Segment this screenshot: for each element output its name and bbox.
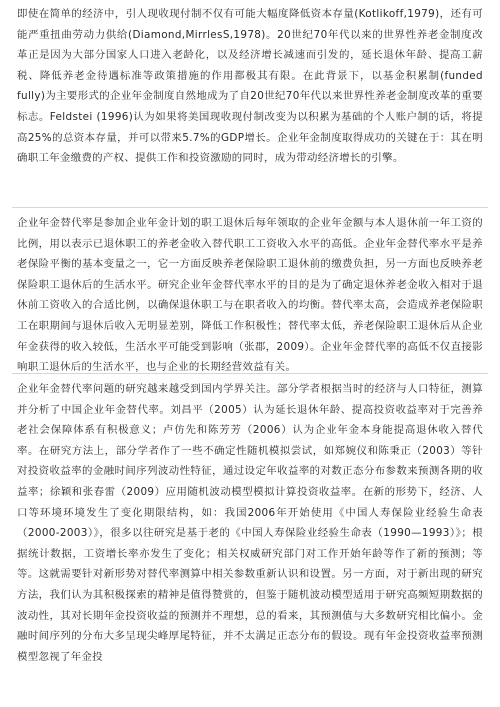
paragraph-2: 企业年金替代率是参加企业年金计划的职工退休后每年领取的企业年金额与本人退休前一年工资的比例，用以表示已退休职工的养老金收入替代职工工资收入水平的高低。企业年金替代率水平是养老保险平衡的基本变量之一，它一方面反映养老保险职工退休前的缴费负担，另一方面也反映养老保险职工退休后的生活水平。研究企业年金替代率水平的目的是为了确定退休养老金收入相对于退休前工资收入的合适比例，以确保退休职工与在职者收入的均衡。替代率太高，会造成养老保险职工在职期间与退休后收入无明显差别，降低工作积极性；替代率太低，养老保险职工退休后从企业年金获得的收入较低，生活水平可能受到影响（张郡，2009）。企业年金替代率的高低不仅直接影响职工退休后的生活水平，也与企业的长期经营效益有关。 — [17, 217, 483, 374]
paragraph-divider — [12, 373, 488, 374]
paragraph-divider — [12, 207, 488, 208]
paragraph-3: 企业年金替代率问题的研究越来越受到国内学界关注。部分学者根据当时的经济与人口特征，测算并分析了中国企业年金替代率。刘昌平（2005）认为延长退休年龄、提高投资收益率对于完善养老社会保障体系有积极意义；卢仿先和陈芳芳（2006）认为企业年金本身能提高退休收入替代率。在研究方法上，部分学者作了一些不确定性随机模拟尝试，如郑婉仪和陈秉正（2003）等针对投资收益率的金融时间序列波动性特征，通过设定年收益率的对数正态分布参数来预测各期的收益率；徐颖和张春雷（2009）应用随机波动模型模拟计算投资收益率。在新的形势下，经济、人口等环境环境发生了变化期限结构，如：我国2006年开始使用《中国人寿保险业经验生命表（2000-2003）》，很多以往研究是基于老的《中国人寿保险业经验生命表（1990—1993）》；根据统计数据，工资增长率亦发生了变化；相关权威研究部门对工作开始年龄等作了新的预测；等等。这就需要针对新形势对替代率测算中相关参数重新认识和设置。另一方面，对于新出现的研究方法，我们认为其积极探索的精神是值得赞赏的，但鉴于随机波动模型适用于研究高频短期数据的波动性，其对长期年金投资收益的预测并不理想，总的看来，其预测值与大多数研究相比偏小。金融时间序列的分布大多呈现尖峰厚尾特征，并不太满足正态分布的假设。现有年金投资收益率预测模型忽视了年金投 — [17, 383, 483, 663]
paragraph-1: 即使在简单的经济中，引人现收现付制不仅有可能大幅度降低资本存量(Kotlikoff,1979)，还有可能严重扭曲劳动力供给(Diamond,MirrlesS,1978)。20世纪70年代以来的世界性养老金制度改革正是因为大部分国家人口进入老龄化，以及经济增长减速而引发的，延长退休年龄、提高工薪税、降低养老金待遇标准等政策措施的作用都极其有限。在此背景下，以基金积累制(funded fully)为主要形式的企业年金制度自然地成为了自20世纪70年代以来世界性养老金制度改革的重要标志。Feldstei (1996)认为如果将美国现收现付制改变为以积累为基础的个人账户制的话，将提高25%的总资本存量，并可以带来5.7%的GDP增长。企业年金制度取得成功的关键在于：其在明确职工年金缴费的产权、提供工作和投资激励的同时，成为带动经济增长的引擎。 — [17, 8, 483, 165]
